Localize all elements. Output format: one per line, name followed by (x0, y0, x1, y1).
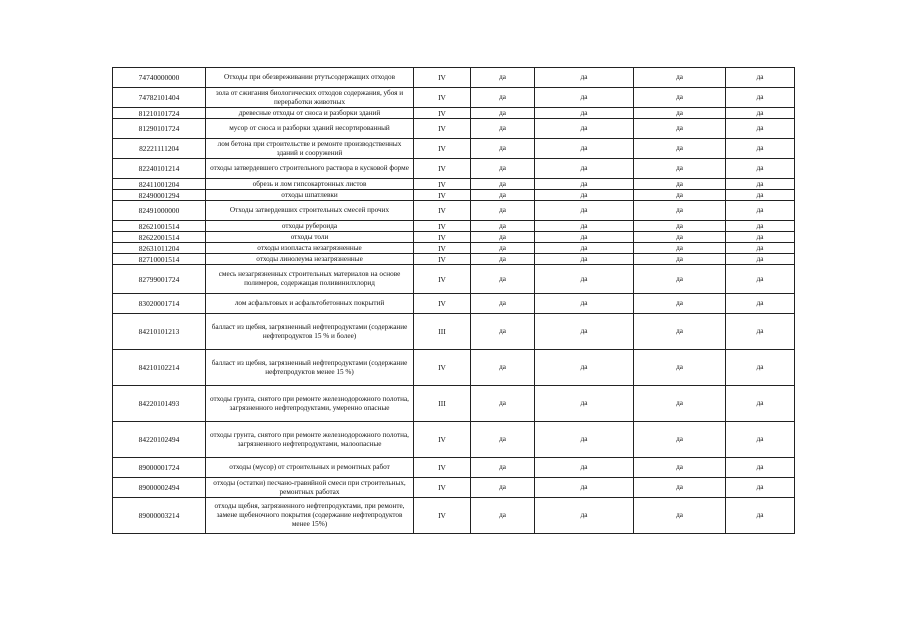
flag-cell: да (634, 190, 726, 201)
table-row (113, 88, 795, 108)
hazard-class-cell: IV (414, 265, 471, 294)
waste-name-cell: отходы (мусор) от строительных и ремонтных работ (206, 458, 414, 478)
flag-cell: да (726, 314, 795, 350)
hazard-class-cell: III (414, 314, 471, 350)
hazard-class-cell: IV (414, 119, 471, 139)
flag-cell: да (471, 108, 535, 119)
flag-cell: да (726, 159, 795, 179)
flag-cell: да (634, 108, 726, 119)
flag-cell: да (726, 88, 795, 108)
flag-cell: да (535, 179, 634, 190)
waste-name-cell: Отходы при обезвреживании ртутьсодержащих отходов (206, 68, 414, 88)
table-row (113, 243, 795, 254)
table-row (113, 265, 795, 294)
flag-cell: да (634, 294, 726, 314)
waste-code-cell: 74782101404 (113, 88, 206, 108)
table-row (113, 458, 795, 478)
table-row (113, 68, 795, 88)
waste-name-cell: отходы линолеума незагрязненные (206, 254, 414, 265)
flag-cell: да (726, 294, 795, 314)
waste-code-cell: 84220102494 (113, 422, 206, 458)
flag-cell: да (535, 201, 634, 221)
flag-cell: да (634, 458, 726, 478)
table-row (113, 139, 795, 159)
flag-cell: да (634, 68, 726, 88)
flag-cell: да (471, 221, 535, 232)
document-page (112, 67, 794, 534)
table-row (113, 254, 795, 265)
waste-name-cell: отходы изопласта незагрязненные (206, 243, 414, 254)
flag-cell: да (634, 350, 726, 386)
flag-cell: да (634, 386, 726, 422)
hazard-class-cell: IV (414, 232, 471, 243)
waste-code-cell: 81210101724 (113, 108, 206, 119)
flag-cell: да (471, 350, 535, 386)
waste-name-cell: балласт из щебня, загрязненный нефтепродуктами (содержание нефтепродуктов 15 % и более) (206, 314, 414, 350)
flag-cell: да (471, 190, 535, 201)
table-row (113, 179, 795, 190)
flag-cell: да (535, 478, 634, 498)
flag-cell: да (726, 422, 795, 458)
flag-cell: да (535, 190, 634, 201)
flag-cell: да (726, 243, 795, 254)
hazard-class-cell: IV (414, 68, 471, 88)
waste-name-cell: Отходы затвердевших строительных смесей прочих (206, 201, 414, 221)
hazard-class-cell: IV (414, 108, 471, 119)
table-row (113, 294, 795, 314)
waste-code-cell: 82411001204 (113, 179, 206, 190)
flag-cell: да (634, 201, 726, 221)
flag-cell: да (471, 265, 535, 294)
table-row (113, 190, 795, 201)
table-row (113, 108, 795, 119)
waste-name-cell: зола от сжигания биологических отходов содержания, убоя и переработки животных (206, 88, 414, 108)
flag-cell: да (535, 159, 634, 179)
flag-cell: да (471, 294, 535, 314)
hazard-class-cell: IV (414, 221, 471, 232)
flag-cell: да (471, 386, 535, 422)
flag-cell: да (471, 232, 535, 243)
flag-cell: да (726, 119, 795, 139)
flag-cell: да (535, 498, 634, 534)
waste-code-cell: 82799001724 (113, 265, 206, 294)
waste-code-cell: 84220101493 (113, 386, 206, 422)
flag-cell: да (535, 232, 634, 243)
flag-cell: да (726, 139, 795, 159)
hazard-class-cell: IV (414, 243, 471, 254)
flag-cell: да (535, 422, 634, 458)
waste-code-cell: 82622001514 (113, 232, 206, 243)
flag-cell: да (726, 179, 795, 190)
flag-cell: да (726, 254, 795, 265)
flag-cell: да (535, 221, 634, 232)
flag-cell: да (726, 498, 795, 534)
flag-cell: да (726, 458, 795, 478)
waste-name-cell: лом бетона при строительстве и ремонте производственных зданий и сооружений (206, 139, 414, 159)
flag-cell: да (471, 243, 535, 254)
flag-cell: да (471, 119, 535, 139)
flag-cell: да (726, 386, 795, 422)
waste-name-cell: отходы рубероида (206, 221, 414, 232)
waste-name-cell: отходы грунта, снятого при ремонте железнодорожного полотна, загрязненного нефтепродуктами, малоопасные (206, 422, 414, 458)
waste-code-cell: 81290101724 (113, 119, 206, 139)
flag-cell: да (634, 221, 726, 232)
table-row (113, 221, 795, 232)
flag-cell: да (726, 68, 795, 88)
flag-cell: да (535, 314, 634, 350)
hazard-class-cell: IV (414, 88, 471, 108)
flag-cell: да (726, 478, 795, 498)
flag-cell: да (634, 422, 726, 458)
flag-cell: да (535, 294, 634, 314)
flag-cell: да (726, 201, 795, 221)
hazard-class-cell: IV (414, 201, 471, 221)
flag-cell: да (634, 265, 726, 294)
hazard-class-cell: IV (414, 350, 471, 386)
flag-cell: да (634, 243, 726, 254)
flag-cell: да (726, 108, 795, 119)
flag-cell: да (634, 139, 726, 159)
flag-cell: да (634, 498, 726, 534)
hazard-class-cell: IV (414, 498, 471, 534)
hazard-class-cell: IV (414, 478, 471, 498)
flag-cell: да (471, 88, 535, 108)
waste-name-cell: обрезь и лом гипсокартонных листов (206, 179, 414, 190)
flag-cell: да (634, 119, 726, 139)
table-row (113, 232, 795, 243)
table-row (113, 159, 795, 179)
waste-code-cell: 82631011204 (113, 243, 206, 254)
waste-name-cell: отходы затвердевшего строительного раствора в кусковой форме (206, 159, 414, 179)
waste-name-cell: отходы грунта, снятого при ремонте железнодорожного полотна, загрязненного нефтепродуктами, умеренно опасные (206, 386, 414, 422)
flag-cell: да (535, 88, 634, 108)
flag-cell: да (535, 68, 634, 88)
flag-cell: да (471, 139, 535, 159)
table-row (113, 119, 795, 139)
waste-code-cell: 82240101214 (113, 159, 206, 179)
waste-code-cell: 83020001714 (113, 294, 206, 314)
flag-cell: да (535, 350, 634, 386)
waste-code-cell: 82710001514 (113, 254, 206, 265)
flag-cell: да (726, 221, 795, 232)
hazard-class-cell: IV (414, 294, 471, 314)
waste-code-cell: 89000001724 (113, 458, 206, 478)
waste-name-cell: мусор от сноса и разборки зданий несортированный (206, 119, 414, 139)
table-row (113, 386, 795, 422)
flag-cell: да (471, 254, 535, 265)
hazard-class-cell: IV (414, 159, 471, 179)
table-row (113, 422, 795, 458)
flag-cell: да (634, 88, 726, 108)
hazard-class-cell: III (414, 386, 471, 422)
flag-cell: да (471, 179, 535, 190)
waste-name-cell: отходы толи (206, 232, 414, 243)
flag-cell: да (634, 254, 726, 265)
flag-cell: да (726, 232, 795, 243)
flag-cell: да (634, 232, 726, 243)
hazard-class-cell: IV (414, 179, 471, 190)
table-row (113, 350, 795, 386)
flag-cell: да (471, 159, 535, 179)
flag-cell: да (535, 386, 634, 422)
waste-table (112, 67, 795, 534)
table-row (113, 478, 795, 498)
waste-code-cell: 82490001294 (113, 190, 206, 201)
waste-name-cell: лом асфальтовых и асфальтобетонных покрытий (206, 294, 414, 314)
waste-table-body (113, 68, 795, 534)
waste-code-cell: 82491000000 (113, 201, 206, 221)
flag-cell: да (634, 179, 726, 190)
waste-name-cell: древесные отходы от сноса и разборки зданий (206, 108, 414, 119)
flag-cell: да (634, 314, 726, 350)
flag-cell: да (535, 139, 634, 159)
waste-code-cell: 84210102214 (113, 350, 206, 386)
waste-code-cell: 89000002494 (113, 478, 206, 498)
hazard-class-cell: IV (414, 139, 471, 159)
table-row (113, 498, 795, 534)
flag-cell: да (471, 68, 535, 88)
waste-name-cell: отходы щебня, загрязненного нефтепродуктами, при ремонте, замене щебеночного покрытия (содержание нефтепродуктов менее 15%) (206, 498, 414, 534)
flag-cell: да (535, 243, 634, 254)
waste-code-cell: 82221111204 (113, 139, 206, 159)
flag-cell: да (726, 190, 795, 201)
flag-cell: да (471, 478, 535, 498)
waste-code-cell: 89000003214 (113, 498, 206, 534)
table-row (113, 201, 795, 221)
flag-cell: да (471, 458, 535, 478)
flag-cell: да (726, 265, 795, 294)
flag-cell: да (535, 108, 634, 119)
flag-cell: да (634, 159, 726, 179)
hazard-class-cell: IV (414, 458, 471, 478)
waste-code-cell: 82621001514 (113, 221, 206, 232)
flag-cell: да (535, 254, 634, 265)
flag-cell: да (535, 119, 634, 139)
flag-cell: да (726, 350, 795, 386)
waste-name-cell: балласт из щебня, загрязненный нефтепродуктами (содержание нефтепродуктов менее 15 %) (206, 350, 414, 386)
hazard-class-cell: IV (414, 254, 471, 265)
flag-cell: да (471, 422, 535, 458)
flag-cell: да (535, 458, 634, 478)
hazard-class-cell: IV (414, 422, 471, 458)
waste-name-cell: смесь незагрязненных строительных материалов на основе полимеров, содержащая поливинилхлорид (206, 265, 414, 294)
flag-cell: да (471, 498, 535, 534)
waste-code-cell: 74740000000 (113, 68, 206, 88)
waste-name-cell: отходы (остатки) песчано-гравийной смеси при строительных, ремонтных работах (206, 478, 414, 498)
hazard-class-cell: IV (414, 190, 471, 201)
table-row (113, 314, 795, 350)
waste-code-cell: 84210101213 (113, 314, 206, 350)
flag-cell: да (471, 314, 535, 350)
flag-cell: да (471, 201, 535, 221)
waste-name-cell: отходы шпатлевки (206, 190, 414, 201)
flag-cell: да (634, 478, 726, 498)
flag-cell: да (535, 265, 634, 294)
